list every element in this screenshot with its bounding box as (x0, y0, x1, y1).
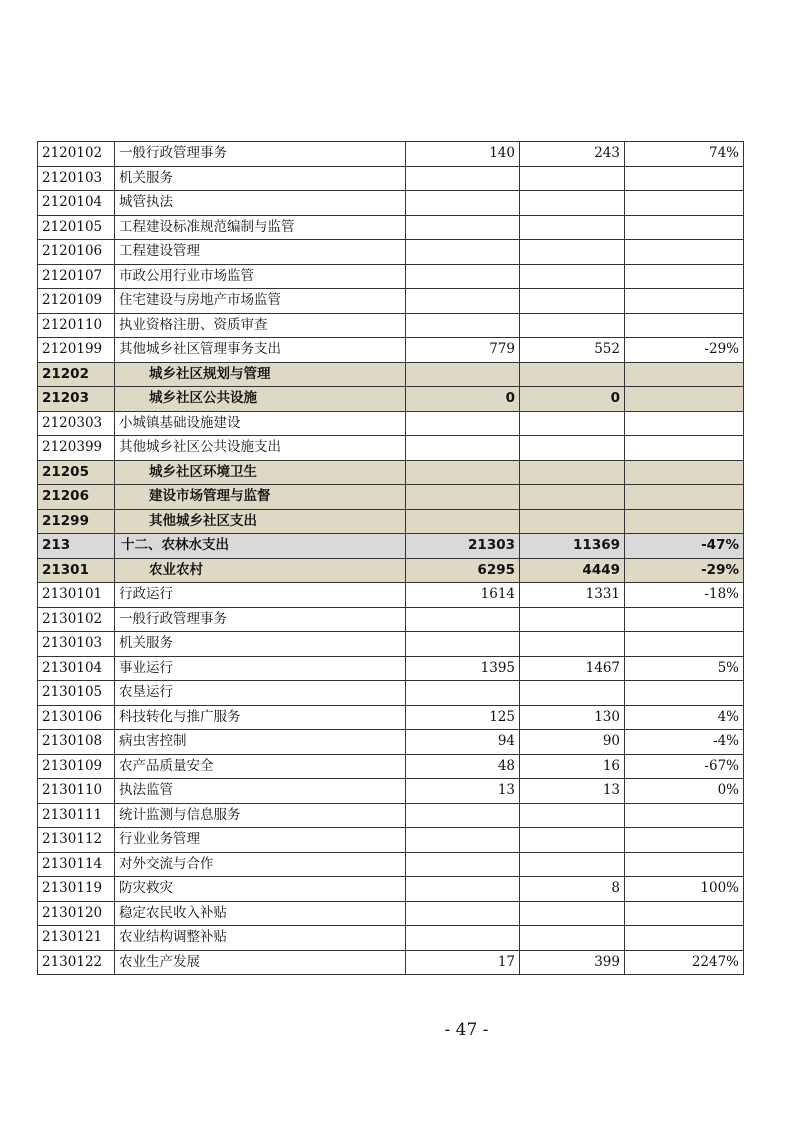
row-change (625, 926, 744, 951)
row-change: 4% (625, 705, 744, 730)
row-name: 农业生产发展 (115, 950, 406, 975)
row-value-b: 243 (520, 142, 625, 167)
row-value-a (406, 411, 520, 436)
row-change (625, 411, 744, 436)
row-code: 2120106 (38, 240, 115, 265)
row-value-b (520, 632, 625, 657)
budget-table (37, 141, 744, 975)
page-number: - 47 - (444, 1020, 489, 1040)
row-value-b (520, 852, 625, 877)
row-value-a (406, 289, 520, 314)
row-value-b: 13 (520, 779, 625, 804)
row-change (625, 901, 744, 926)
row-value-b (520, 411, 625, 436)
row-value-b (520, 166, 625, 191)
row-name: 住宅建设与房地产市场监管 (115, 289, 406, 314)
row-value-a: 0 (406, 387, 520, 412)
row-code: 2130106 (38, 705, 115, 730)
row-change: 2247% (625, 950, 744, 975)
row-change: 5% (625, 656, 744, 681)
row-value-a (406, 240, 520, 265)
row-code: 21206 (38, 485, 115, 510)
table-row (38, 852, 744, 877)
row-change: -67% (625, 754, 744, 779)
row-code: 2120103 (38, 166, 115, 191)
row-value-a: 48 (406, 754, 520, 779)
row-name: 机关服务 (115, 632, 406, 657)
row-code: 2120110 (38, 313, 115, 338)
row-value-a (406, 460, 520, 485)
row-value-b (520, 828, 625, 853)
row-code: 2130103 (38, 632, 115, 657)
row-code: 2130108 (38, 730, 115, 755)
row-value-b: 4449 (520, 558, 625, 583)
row-value-b (520, 191, 625, 216)
row-code: 213 (38, 534, 115, 559)
table-row (38, 289, 744, 314)
row-name: 城乡社区公共设施 (115, 387, 406, 412)
table-row (38, 387, 744, 412)
row-name: 事业运行 (115, 656, 406, 681)
table-row (38, 191, 744, 216)
table-row (38, 313, 744, 338)
row-value-b: 1331 (520, 583, 625, 608)
row-change (625, 362, 744, 387)
row-name: 建设市场管理与监督 (115, 485, 406, 510)
table-row (38, 460, 744, 485)
table-row (38, 705, 744, 730)
row-change (625, 289, 744, 314)
row-value-a (406, 901, 520, 926)
table-row (38, 877, 744, 902)
row-name: 病虫害控制 (115, 730, 406, 755)
row-code: 2130114 (38, 852, 115, 877)
table-row (38, 436, 744, 461)
table-row (38, 215, 744, 240)
row-value-a: 125 (406, 705, 520, 730)
row-value-b (520, 509, 625, 534)
row-value-b: 16 (520, 754, 625, 779)
row-change (625, 215, 744, 240)
row-change: 74% (625, 142, 744, 167)
row-code: 2130102 (38, 607, 115, 632)
row-change (625, 264, 744, 289)
row-value-a (406, 852, 520, 877)
row-code: 2130104 (38, 656, 115, 681)
table-row (38, 509, 744, 534)
table-row (38, 583, 744, 608)
row-value-a (406, 264, 520, 289)
row-name: 十二、农林水支出 (115, 534, 406, 559)
row-value-b (520, 681, 625, 706)
row-value-a (406, 509, 520, 534)
row-change (625, 607, 744, 632)
table-row (38, 534, 744, 559)
row-name: 城乡社区环境卫生 (115, 460, 406, 485)
row-value-a: 6295 (406, 558, 520, 583)
row-change (625, 509, 744, 534)
row-value-a: 140 (406, 142, 520, 167)
row-change (625, 191, 744, 216)
table-row (38, 828, 744, 853)
row-code: 2120109 (38, 289, 115, 314)
row-change (625, 166, 744, 191)
row-value-b (520, 926, 625, 951)
table-row (38, 926, 744, 951)
row-code: 21203 (38, 387, 115, 412)
row-value-b (520, 460, 625, 485)
row-value-b: 11369 (520, 534, 625, 559)
row-value-b: 8 (520, 877, 625, 902)
row-name: 执业资格注册、资质审查 (115, 313, 406, 338)
row-value-a (406, 166, 520, 191)
row-change: -4% (625, 730, 744, 755)
row-change (625, 681, 744, 706)
row-value-a (406, 681, 520, 706)
table-row (38, 779, 744, 804)
row-name: 对外交流与合作 (115, 852, 406, 877)
row-change: -29% (625, 558, 744, 583)
row-value-a (406, 485, 520, 510)
row-value-b: 1467 (520, 656, 625, 681)
row-name: 其他城乡社区公共设施支出 (115, 436, 406, 461)
row-name: 城管执法 (115, 191, 406, 216)
row-value-a: 21303 (406, 534, 520, 559)
row-change (625, 803, 744, 828)
row-value-a (406, 215, 520, 240)
row-value-b (520, 215, 625, 240)
row-value-b (520, 485, 625, 510)
row-code: 21202 (38, 362, 115, 387)
table-row (38, 411, 744, 436)
table-body (38, 142, 744, 975)
row-code: 2120104 (38, 191, 115, 216)
row-value-a (406, 436, 520, 461)
table-row (38, 950, 744, 975)
row-change (625, 632, 744, 657)
row-code: 2130122 (38, 950, 115, 975)
row-code: 2120399 (38, 436, 115, 461)
row-name: 一般行政管理事务 (115, 607, 406, 632)
row-change (625, 387, 744, 412)
row-change (625, 436, 744, 461)
row-change (625, 485, 744, 510)
row-value-a: 779 (406, 338, 520, 363)
row-change (625, 828, 744, 853)
table-row (38, 142, 744, 167)
row-name: 农产品质量安全 (115, 754, 406, 779)
row-change (625, 240, 744, 265)
row-value-b: 552 (520, 338, 625, 363)
table-row (38, 264, 744, 289)
row-name: 市政公用行业市场监管 (115, 264, 406, 289)
row-code: 2120107 (38, 264, 115, 289)
table-row (38, 607, 744, 632)
row-value-b (520, 607, 625, 632)
row-code: 2120102 (38, 142, 115, 167)
row-value-b: 0 (520, 387, 625, 412)
row-value-a: 1614 (406, 583, 520, 608)
row-name: 农业农村 (115, 558, 406, 583)
row-value-a (406, 926, 520, 951)
row-change: -18% (625, 583, 744, 608)
row-code: 21205 (38, 460, 115, 485)
table-row (38, 803, 744, 828)
row-change (625, 460, 744, 485)
row-code: 2130101 (38, 583, 115, 608)
table-row (38, 632, 744, 657)
row-name: 统计监测与信息服务 (115, 803, 406, 828)
row-name: 行政运行 (115, 583, 406, 608)
table-row (38, 901, 744, 926)
row-code: 2130110 (38, 779, 115, 804)
row-change: -47% (625, 534, 744, 559)
row-code: 2130105 (38, 681, 115, 706)
row-value-a: 13 (406, 779, 520, 804)
row-value-b (520, 901, 625, 926)
row-name: 小城镇基础设施建设 (115, 411, 406, 436)
row-value-a: 17 (406, 950, 520, 975)
row-name: 农业结构调整补贴 (115, 926, 406, 951)
row-code: 21301 (38, 558, 115, 583)
row-value-a (406, 632, 520, 657)
table-row (38, 338, 744, 363)
table-row (38, 558, 744, 583)
table-row (38, 656, 744, 681)
row-value-b (520, 240, 625, 265)
row-code: 2130109 (38, 754, 115, 779)
row-value-b (520, 289, 625, 314)
row-change: 100% (625, 877, 744, 902)
table-row (38, 240, 744, 265)
row-code: 2120105 (38, 215, 115, 240)
row-name: 农垦运行 (115, 681, 406, 706)
row-value-b (520, 803, 625, 828)
row-code: 2130119 (38, 877, 115, 902)
row-code: 2120199 (38, 338, 115, 363)
table-row (38, 485, 744, 510)
table-row (38, 362, 744, 387)
row-name: 一般行政管理事务 (115, 142, 406, 167)
row-change (625, 313, 744, 338)
row-code: 2120303 (38, 411, 115, 436)
row-value-a (406, 191, 520, 216)
row-value-a (406, 313, 520, 338)
row-value-b: 90 (520, 730, 625, 755)
row-code: 2130120 (38, 901, 115, 926)
table-row (38, 754, 744, 779)
row-value-b (520, 264, 625, 289)
row-value-a (406, 828, 520, 853)
row-change (625, 852, 744, 877)
row-value-b: 399 (520, 950, 625, 975)
row-value-b (520, 436, 625, 461)
row-code: 2130111 (38, 803, 115, 828)
row-name: 其他城乡社区管理事务支出 (115, 338, 406, 363)
row-code: 2130112 (38, 828, 115, 853)
row-name: 防灾救灾 (115, 877, 406, 902)
row-name: 工程建设标准规范编制与监管 (115, 215, 406, 240)
row-value-a (406, 803, 520, 828)
row-name: 行业业务管理 (115, 828, 406, 853)
row-name: 城乡社区规划与管理 (115, 362, 406, 387)
row-name: 其他城乡社区支出 (115, 509, 406, 534)
row-value-a (406, 607, 520, 632)
row-name: 机关服务 (115, 166, 406, 191)
row-name: 工程建设管理 (115, 240, 406, 265)
row-name: 执法监管 (115, 779, 406, 804)
table-row (38, 681, 744, 706)
row-value-a: 1395 (406, 656, 520, 681)
row-code: 21299 (38, 509, 115, 534)
row-value-b: 130 (520, 705, 625, 730)
row-value-b (520, 362, 625, 387)
row-value-a (406, 877, 520, 902)
row-name: 稳定农民收入补贴 (115, 901, 406, 926)
table-row (38, 730, 744, 755)
table-row (38, 166, 744, 191)
row-change: 0% (625, 779, 744, 804)
row-change: -29% (625, 338, 744, 363)
row-value-a: 94 (406, 730, 520, 755)
row-code: 2130121 (38, 926, 115, 951)
row-value-a (406, 362, 520, 387)
row-name: 科技转化与推广服务 (115, 705, 406, 730)
row-value-b (520, 313, 625, 338)
